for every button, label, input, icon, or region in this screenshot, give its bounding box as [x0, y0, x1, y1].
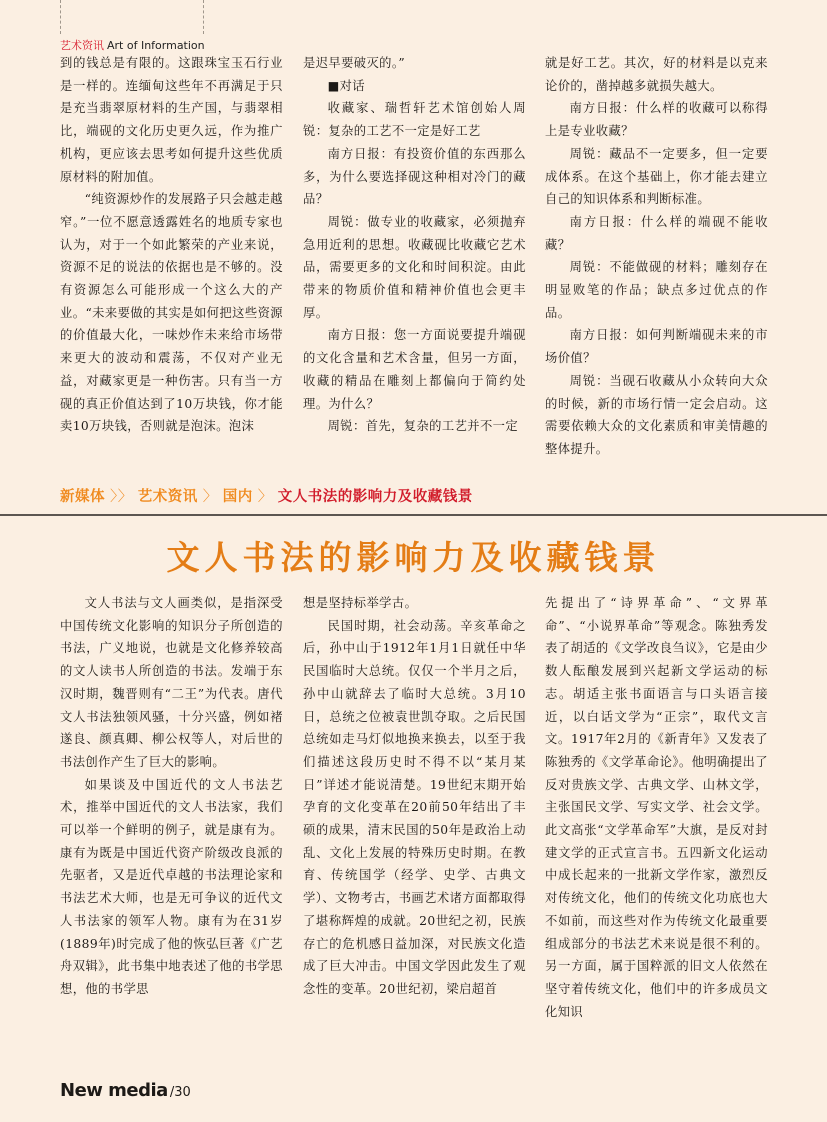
page-number: /30: [169, 1085, 191, 1100]
paragraph: “纯资源炒作的发展路子只会越走越窄。”一位不愿意透露姓名的地质专家也认为，对于一个如此繁荣的产业来说，资源不足的说法的依据也是不够的。没有资源怎么可能形成一个这么大的产业。“未来要做的其实是如何把这些资源的价值最大化，一味炒作未来给市场带来更大的波动和震荡，不仅对产业无益，对藏家更是一种伤害。只有当一方砚的真正价值达到了10万块钱，你才能卖10万块钱，否则就是泡沫。泡沫: [60, 192, 283, 434]
paragraph: 周锐：不能做砚的材料；雕刻存在明显败笔的作品；缺点多过优点的作品。: [545, 260, 768, 320]
paragraph: 想是坚持标举学古。: [303, 596, 418, 610]
top-guide-line: [203, 0, 204, 34]
top-guide-line: [60, 0, 61, 34]
breadcrumb-separator: 〉: [257, 489, 273, 505]
paragraph: 周锐：藏品不一定要多，但一定要成体系。在这个基础上，你才能去建立自己的知识体系和判断标准。: [545, 146, 768, 207]
breadcrumb-current: 文人书法的影响力及收藏钱景: [277, 489, 473, 505]
paragraph: 南方日报：您一方面说要提升端砚的文化含量和艺术含量，但另一方面，收藏的精品在雕刻上都偏向于简约处理。为什么？: [303, 328, 526, 411]
paragraph: 就是好工艺。其次，好的材料是以克来论价的，凿掉越多就损失越大。: [545, 56, 768, 93]
paragraph: 南方日报：什么样的收藏可以称得上是专业收藏？: [545, 101, 768, 139]
article-column-1: [60, 592, 283, 1001]
paragraph: 如果谈及中国近代的文人书法艺术，推举中国近代的文人书法家，我们可以举一个鲜明的例子，就是康有为。康有为既是中国近代资产阶级改良派的先驱者，又是近代卓越的书法理论家和书法艺术大师，也是无可争议的近代文人书法家的领军人物。康有为在31岁(1889年)时完成了他的恢弘巨著《广艺舟双辑》，此书集中地表述了他的书学思想，他的书学思: [60, 777, 283, 996]
paragraph: 周锐：当砚石收藏从小众转向大众的时候，新的市场行情一定会启动。这需要依赖大众的文化素质和审美情趣的整体提升。: [545, 373, 768, 456]
paragraph: 南方日报：什么样的端砚不能收藏？: [545, 214, 768, 252]
breadcrumb-item-domestic[interactable]: 国内: [222, 489, 253, 505]
section-tag: [60, 37, 205, 53]
breadcrumb: [60, 485, 473, 506]
section-label: 艺术资讯: [60, 39, 104, 52]
section-divider: [0, 514, 827, 516]
breadcrumb-separator: 〉〉: [110, 489, 133, 505]
article-column-2: [303, 592, 526, 1001]
paragraph: 收藏家、瑞哲轩艺术馆创始人周锐：复杂的工艺不一定是好工艺: [303, 101, 526, 139]
paragraph: ■对话: [327, 78, 366, 93]
footer: [60, 1080, 191, 1101]
breadcrumb-separator: 〉: [202, 489, 218, 505]
section-label-en: Art of Information: [107, 39, 205, 52]
paragraph: 民国时期，社会动荡。辛亥革命之后，孙中山于1912年1月1日就任中华民国临时大总统。仅仅一个半月之后，孙中山就辞去了临时大总统。3月10日，总统之位被袁世凯夺取。之后民国总统如走马灯似地换来换去，以至于我们描述这段历史时不得不以“某月某日”详述才能说清楚。19世纪末期开始孕育的文化变革在20前50年结出了丰硕的成果，清末民国的50年是政治上动乱、文化上发展的特殊历史时期。在教育、传统国学（经学、史学、古典文学）、文物考古，书画艺术诸方面都取得了堪称辉煌的成就。20世纪之初，民族存亡的危机感日益加深，对民族文化造成了巨大冲击。中国文学因此发生了观念性的变革。20世纪初，梁启超首: [303, 618, 526, 996]
paragraph: 到的钱总是有限的。这跟珠宝玉石行业是一样的。连缅甸这些年不再满足于只是充当翡翠原材料的生产国，与翡翠相比，端砚的文化历史更久远，作为推广机构，更应该去思考如何提升这些优质原材料的附加值。: [60, 56, 283, 184]
paragraph: 周锐：首先，复杂的工艺并不一定: [327, 419, 519, 434]
paragraph: 南方日报：如何判断端砚未来的市场价值？: [545, 328, 768, 366]
paragraph: 先提出了“诗界革命”、“文界革命”、“小说界革命”等观念。陈独秀发表了胡适的《文学改良刍议》，它是由少数人酝酿发展到兴起新文学运动的标志。胡适主张书面语言与口头语言接近，以白话文学为“正宗”，取代文言文。1917年2月的《新青年》又发表了陈独秀的《文学革命论》。他明确提出了反对贵族文学、古典文学、山林文学，主张国民文学、写实文学、社会文学。此文高张“文学革命军”大旗，是反对封建文学的正式宣言书。五四新文化运动中成长起来的一批新文学作家，激烈反对传统文化，他们的传统文化功底也大不如前，而这些对作为传统文化最重要组成部分的书法艺术来说是很不利的。另一方面，属于国粹派的旧文人依然在坚守着传统文化，他们中的许多成员文化知识: [545, 596, 768, 1019]
article-title: 文人书法的影响力及收藏钱景: [166, 538, 661, 577]
paragraph: 文人书法与文人画类似，是指深受中国传统文化影响的知识分子所创造的书法，广义地说，也就是文化修养较高的文人读书人所创造的书法。发端于东汉时期，魏晋则有“二王”为代表。唐代文人书法独领风骚，十分兴盛，例如褚遂良、颜真卿、柳公权等人，对后世的书法创作产生了巨大的影响。: [60, 596, 283, 769]
breadcrumb-item-art-info[interactable]: 艺术资讯: [137, 489, 198, 505]
footer-brand: New media: [60, 1080, 168, 1101]
article-column-3: [545, 592, 768, 1023]
top-column-2: [303, 52, 526, 438]
paragraph: 南方日报：有投资价值的东西那么多，为什么要选择砚这种相对冷门的藏品？: [303, 146, 526, 207]
paragraph: 是迟早要破灭的。”: [303, 56, 406, 70]
top-column-3: [545, 52, 768, 461]
top-column-1: [60, 52, 283, 438]
paragraph: 周锐：做专业的收藏家，必须抛弃急用近利的思想。收藏砚比收藏它艺术品，需要更多的文化和时间积淀。由此带来的物质价值和精神价值也会更丰厚。: [303, 214, 526, 320]
breadcrumb-item-new-media[interactable]: 新媒体: [60, 489, 105, 505]
